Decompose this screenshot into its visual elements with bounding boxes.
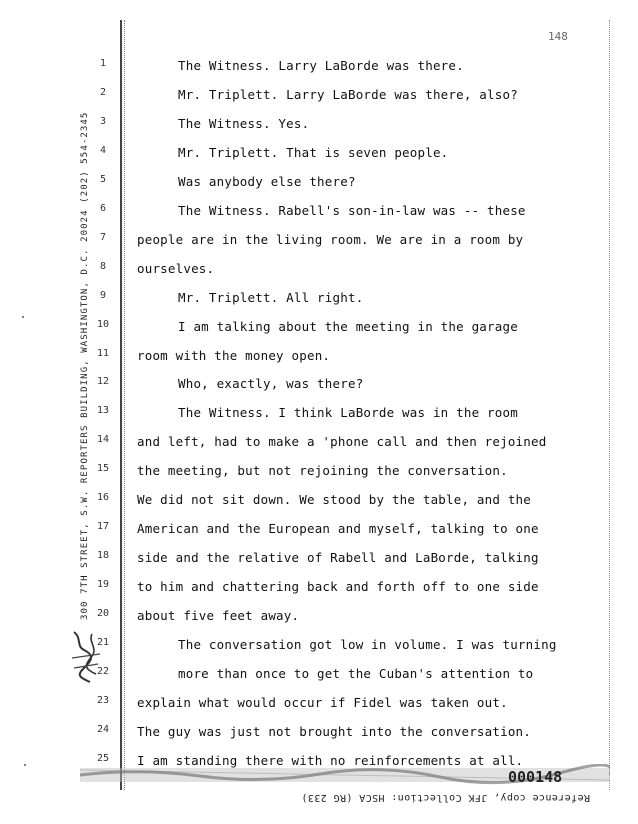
line-number: 8 (99, 260, 107, 272)
line-number: 3 (99, 115, 107, 127)
transcript-line: American and the European and myself, talking to one (137, 521, 539, 537)
transcript-line: The conversation got low in volume. I was turning (178, 637, 557, 652)
line-number: 21 (96, 637, 110, 648)
right-margin-rule (609, 20, 610, 790)
line-number: 16 (96, 492, 110, 504)
collection-reference: Reference copy, JFK Collection: HSCA (RG 233) (301, 792, 590, 803)
transcript-line: the meeting, but not rejoining the conversation. (137, 463, 508, 479)
transcript-line: The Witness. I think LaBorde was in the room (178, 405, 518, 421)
line-number: 11 (96, 347, 110, 359)
line-number: 24 (96, 723, 110, 735)
transcript-line: room with the money open. (137, 347, 331, 363)
transcript-line: I am talking about the meeting in the garage (178, 318, 518, 334)
line-number: 23 (96, 694, 110, 706)
transcript-line: people are in the living room. We are in a room by (137, 231, 524, 247)
line-number: 1 (99, 58, 107, 69)
line-number: 9 (99, 289, 107, 301)
line-number: 6 (99, 202, 107, 214)
document-number: 000148 (508, 768, 563, 786)
line-number: 7 (99, 231, 107, 243)
transcript-line: I am standing there with no reinforcements at all. (137, 752, 524, 768)
line-number: 10 (96, 318, 110, 330)
line-number: 15 (96, 463, 110, 475)
reporter-address-side-text: 300 7TH STREET, S.W. REPORTERS BUILDING, WASHINGTON, D.C. 20024 (202) 554-2345 (80, 111, 90, 620)
transcript-line: about five feet away. (137, 608, 300, 624)
line-number: 12 (96, 376, 110, 388)
line-number: 19 (96, 579, 110, 591)
transcript-line: Who, exactly, was there? (178, 376, 364, 392)
scan-speck (24, 764, 26, 766)
line-number: 17 (96, 521, 110, 533)
line-number: 25 (96, 752, 110, 764)
transcript-line: explain what would occur if Fidel was taken out. (137, 694, 508, 710)
transcript-line: Mr. Triplett. That is seven people. (178, 144, 449, 160)
transcript-line: Mr. Triplett. All right. (178, 289, 364, 305)
transcript-line: We did not sit down. We stood by the table, and the (137, 492, 532, 508)
line-number: 14 (96, 434, 110, 446)
line-number: 13 (96, 405, 110, 417)
transcript-line: The Witness. Rabell's son-in-law was -- these (178, 202, 526, 218)
left-margin-rule (120, 20, 122, 790)
left-margin-rule-dotted (124, 20, 125, 790)
line-number: 2 (99, 86, 107, 98)
transcript-line: more than once to get the Cuban's attention to (178, 665, 534, 681)
line-number: 5 (99, 173, 107, 185)
scan-speck (22, 316, 24, 318)
transcript-line: side and the relative of Rabell and LaBorde, talking (137, 550, 539, 566)
transcript-line: and left, had to make a 'phone call and then rejoined (137, 434, 547, 450)
line-number: 4 (99, 144, 107, 156)
transcript-line: to him and chattering back and forth off to one side (137, 579, 539, 595)
transcript-line: The guy was just not brought into the conversation. (137, 723, 532, 739)
transcript-line: The Witness. Larry LaBorde was there. (178, 58, 464, 73)
line-number: 18 (96, 550, 110, 562)
line-number: 20 (96, 608, 110, 620)
transcript-line: ourselves. (137, 260, 215, 276)
transcript-line: Mr. Triplett. Larry LaBorde was there, also? (178, 86, 518, 102)
transcript-line: Was anybody else there? (178, 173, 356, 189)
line-number: 22 (96, 665, 110, 677)
page-number: 148 (548, 30, 568, 43)
transcript-line: The Witness. Yes. (178, 115, 310, 131)
